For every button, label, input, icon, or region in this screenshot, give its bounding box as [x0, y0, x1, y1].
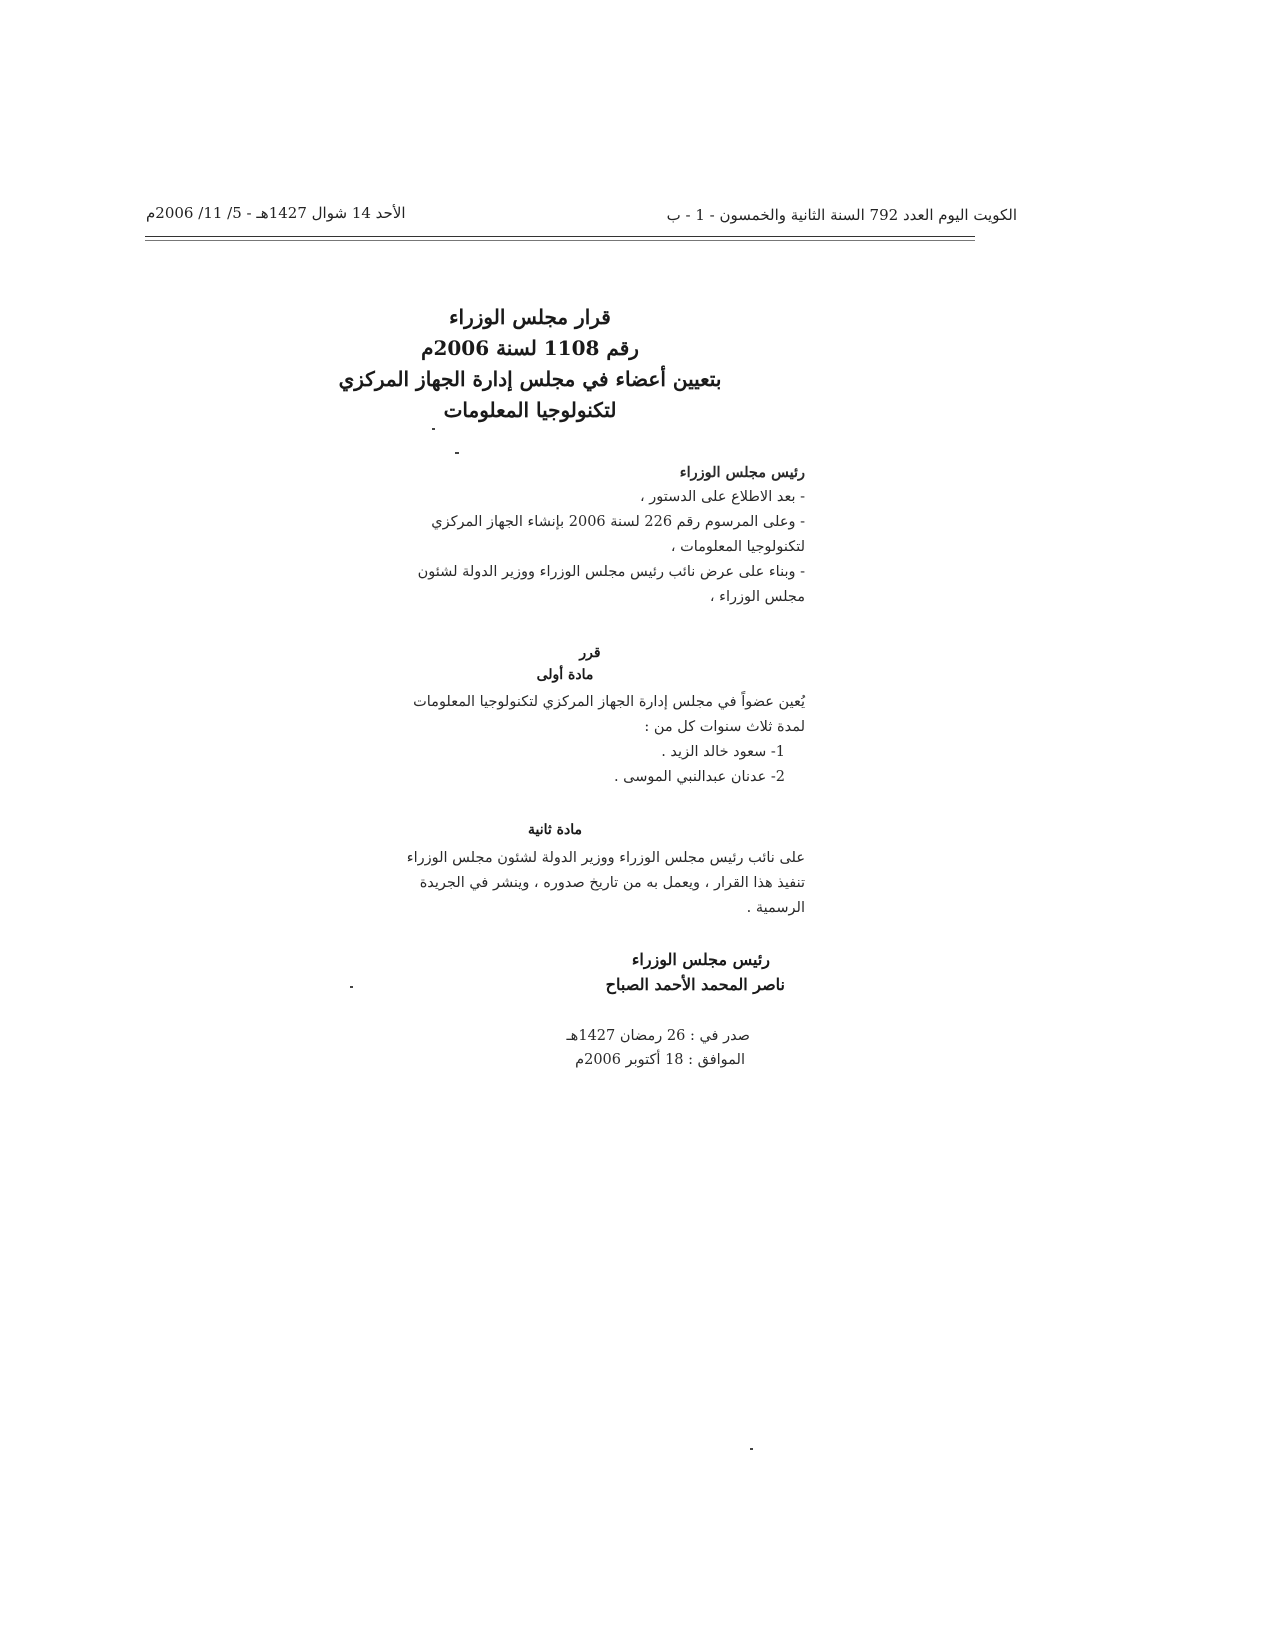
decision-heading: قرر	[579, 645, 601, 661]
header-publication-info: الكويت اليوم العدد 792 السنة الثانية والخمسون - 1 - ب	[666, 206, 1017, 224]
title-line-2: رقم 1108 لسنة 2006م	[421, 336, 639, 360]
title-line-3: بتعيين أعضاء في مجلس إدارة الجهاز المركزي	[338, 367, 722, 391]
signature-title: رئيس مجلس الوزراء	[631, 950, 770, 969]
scan-speck	[750, 1448, 753, 1450]
issued-gregorian-date: الموافق : 18 أكتوبر 2006م	[575, 1052, 745, 1068]
article-2	[405, 846, 805, 921]
preamble	[405, 460, 805, 610]
member-1: 1- سعود خالد الزيد .	[661, 744, 785, 760]
title-line-1: قرار مجلس الوزراء	[449, 305, 611, 329]
title-line-4: لتكنولوجيا المعلومات	[443, 398, 617, 422]
preamble-item-3: - وبناء على عرض نائب رئيس مجلس الوزراء ووزير الدولة لشئون مجلس الوزراء ،	[417, 564, 805, 605]
article-1-text: يُعين عضواً في مجلس إدارة الجهاز المركزي لتكنولوجيا المعلومات لمدة ثلاث سنوات كل من :	[413, 694, 805, 735]
article-1-title: مادة أولى	[536, 667, 594, 683]
header-date: الأحد 14 شوال 1427هـ - 5/ 11/ 2006م	[146, 204, 406, 222]
decision-title	[290, 302, 770, 426]
scan-speck	[432, 428, 435, 430]
article-1	[405, 690, 805, 790]
preamble-heading: رئيس مجلس الوزراء	[679, 464, 805, 481]
article-2-title: مادة ثانية	[528, 822, 582, 838]
preamble-item-2: - وعلى المرسوم رقم 226 لسنة 2006 بإنشاء الجهاز المركزي لتكنولوجيا المعلومات ،	[431, 514, 805, 555]
member-2: 2- عدنان عبدالنبي الموسى .	[613, 769, 785, 785]
signature-name: ناصر المحمد الأحمد الصباح	[605, 975, 785, 994]
preamble-item-1: - بعد الاطلاع على الدستور ،	[639, 489, 805, 505]
scan-speck	[350, 986, 353, 988]
scan-speck	[455, 452, 459, 454]
issued-hijri-date: صدر في : 26 رمضان 1427هـ	[566, 1028, 750, 1044]
header-rule-bottom	[145, 240, 975, 241]
header-rule-top	[145, 236, 975, 237]
article-2-text: على نائب رئيس مجلس الوزراء ووزير الدولة لشئون مجلس الوزراء تنفيذ هذا القرار ، ويعمل به من تاريخ صدوره ، وينشر في الجريدة الرسمية .	[406, 850, 805, 916]
